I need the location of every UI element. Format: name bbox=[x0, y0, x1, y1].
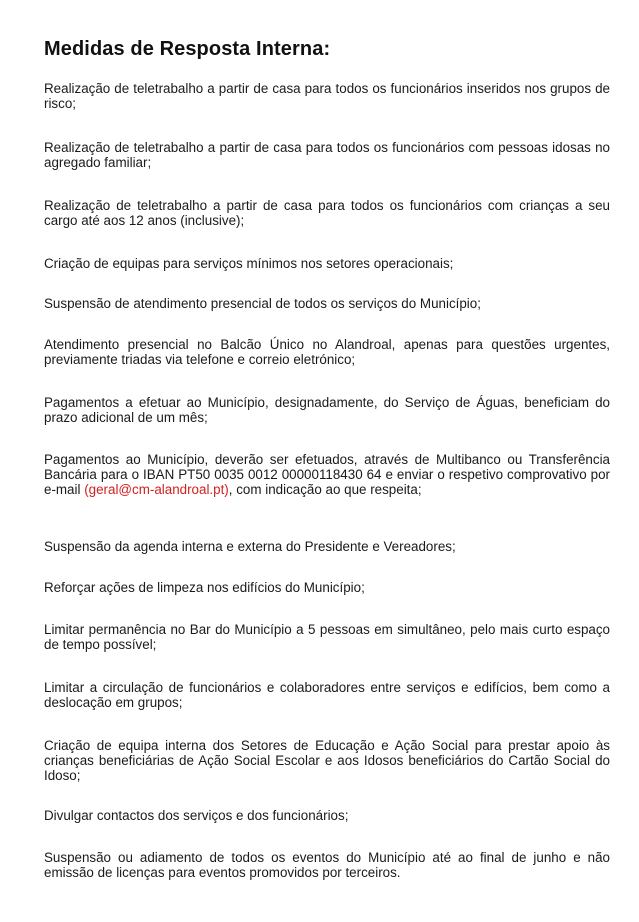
measure-item: Divulgar contactos dos serviços e dos funcionários; bbox=[44, 808, 349, 823]
measure-item: Limitar permanência no Bar do Município a 5 pessoas em simultâneo, pelo mais curto espaço de tempo possível; bbox=[44, 622, 610, 652]
email-link[interactable]: (geral@cm-alandroal.pt) bbox=[84, 482, 229, 497]
measure-item-payment bbox=[44, 452, 610, 497]
measure-item: Suspensão ou adiamento de todos os eventos do Município até ao final de junho e não emissão de licenças para eventos promovidos por terceiros. bbox=[44, 850, 610, 880]
measure-item: Limitar a circulação de funcionários e colaboradores entre serviços e edifícios, bem como a deslocação em grupos; bbox=[44, 680, 610, 710]
measure-item: Suspensão de atendimento presencial de todos os serviços do Município; bbox=[44, 296, 481, 311]
measure-item: Realização de teletrabalho a partir de casa para todos os funcionários com crianças a seu cargo até aos 12 anos (inclusive); bbox=[44, 198, 610, 228]
page-title: Medidas de Resposta Interna: bbox=[44, 38, 331, 60]
measure-item: Atendimento presencial no Balcão Único no Alandroal, apenas para questões urgentes, previamente triadas via telefone e correio eletrónico; bbox=[44, 337, 610, 367]
measure-item: Realização de teletrabalho a partir de casa para todos os funcionários inseridos nos grupos de risco; bbox=[44, 81, 610, 111]
measure-item: Suspensão da agenda interna e externa do Presidente e Vereadores; bbox=[44, 539, 456, 554]
measure-item: Realização de teletrabalho a partir de casa para todos os funcionários com pessoas idosas no agregado familiar; bbox=[44, 140, 610, 170]
payment-text-before: Pagamentos ao Município, deverão ser efetuados, através de Multibanco ou Transferência Bancária para o IBAN PT50 0035 0012 00000118430 64 e enviar o respetivo comprovativo por e-mail bbox=[44, 452, 610, 497]
measure-item: Criação de equipa interna dos Setores de Educação e Ação Social para prestar apoio às crianças beneficiárias de Ação Social Escolar e aos Idosos beneficiários do Cartão Social do Idoso; bbox=[44, 738, 610, 783]
measure-item: Criação de equipas para serviços mínimos nos setores operacionais; bbox=[44, 256, 454, 271]
measure-item: Reforçar ações de limpeza nos edifícios do Município; bbox=[44, 580, 365, 595]
payment-text-after: , com indicação ao que respeita; bbox=[228, 482, 422, 497]
measure-item: Pagamentos a efetuar ao Município, designadamente, do Serviço de Águas, beneficiam do prazo adicional de um mês; bbox=[44, 395, 610, 425]
